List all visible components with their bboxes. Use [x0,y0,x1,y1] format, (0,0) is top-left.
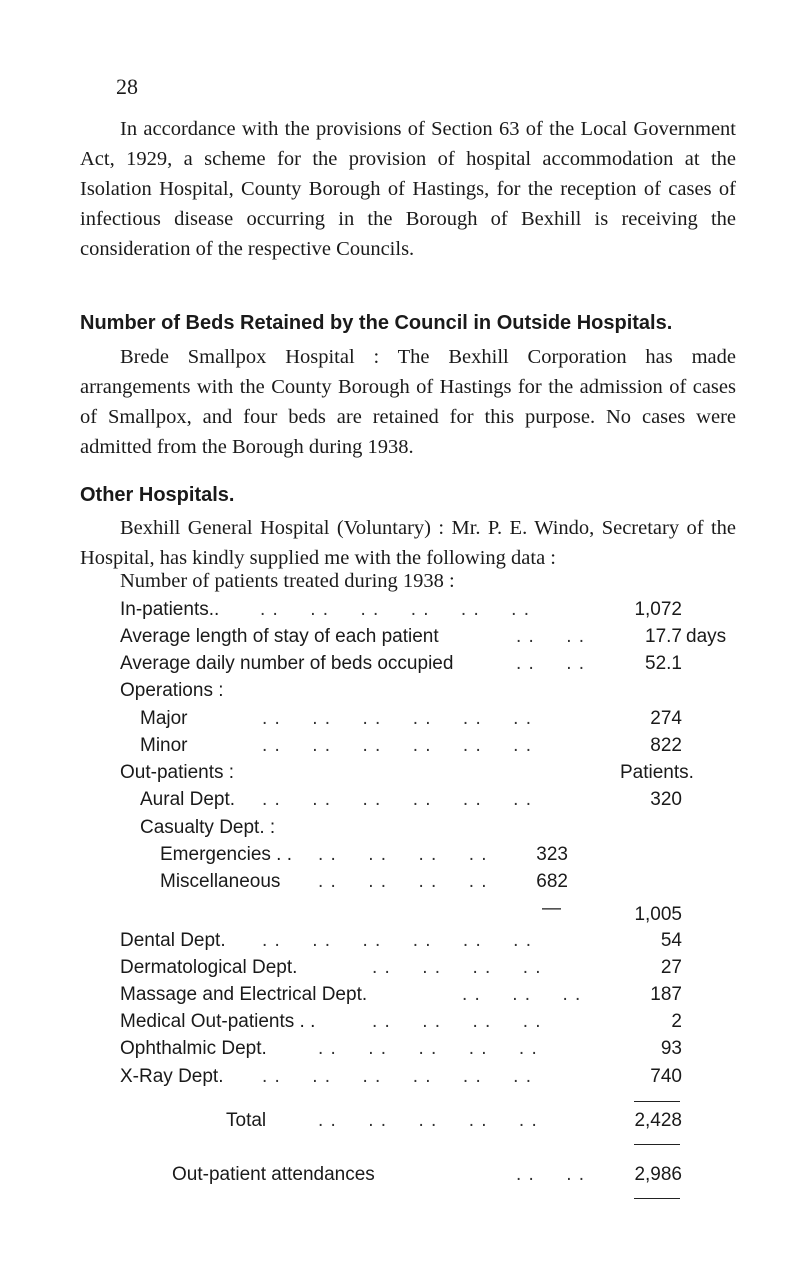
table-row [0,817,800,845]
row-label: Average daily number of beds occupied [120,653,454,674]
table-row [0,708,800,736]
row-value: 54 [660,930,682,951]
leader-dots: . . . . . . . . [372,957,542,978]
row-label: Out-patients : [120,762,235,783]
row-value: 1,005 [634,904,682,925]
page-number: 28 [116,74,138,99]
leader-dots: . . . . . . . . . . . . [260,599,530,620]
row-value: 320 [650,789,682,810]
leader-dots: . . . . . . . . [318,844,488,865]
table-intro: Number of patients treated during 1938 : [120,570,455,592]
row-label: X-Ray Dept. [120,1066,224,1087]
table-row [0,653,800,681]
row-label: Miscellaneous [160,871,281,892]
leader-dots: . . . . [516,1164,586,1185]
table-row [0,789,800,817]
row-label: Average length of stay of each patient [120,626,439,647]
table-row-total [0,1110,800,1138]
leader-dots: . . . . . . . . . . [318,1038,538,1059]
table-row [0,957,800,985]
row-label: Minor [140,735,188,756]
row-value: 274 [650,708,682,729]
row-label: Medical Out-patients . . [120,1011,316,1032]
heading-beds-retained: Number of Beds Retained by the Council in Outside Hospitals. [80,312,673,334]
row-value: 740 [650,1066,682,1087]
rule-below-total [634,1144,680,1145]
row-label: Ophthalmic Dept. [120,1038,267,1059]
leader-dots: . . . . . . . . . . . . [262,735,532,756]
row-value: 682 [536,871,568,892]
table-row [0,1011,800,1039]
table-row [0,1066,800,1094]
row-label: Emergencies . . [160,844,292,865]
row-value: 2 [671,1011,682,1032]
leader-dots: . . . . . . . . . . . . [262,1066,532,1087]
row-value: 822 [650,735,682,756]
leader-dots: . . . . . . [462,984,582,1005]
row-label: In-patients.. [120,599,220,620]
subtotal-dash: — [542,898,561,919]
row-label: Aural Dept. [140,789,236,810]
leader-dots: . . . . [516,653,586,674]
row-label: Massage and Electrical Dept. [120,984,368,1005]
row-label: Dental Dept. [120,930,226,951]
leader-dots: . . . . [516,626,586,647]
row-label: Major [140,708,188,729]
row-label: Dermatological Dept. [120,957,298,978]
row-value: 2,986 [634,1164,682,1185]
row-value: Patients. [620,762,694,783]
table-row [0,762,800,790]
row-label: Operations : [120,680,224,701]
row-value: 323 [536,844,568,865]
rule-below-attendances [634,1198,680,1199]
row-value: 1,072 [634,599,682,620]
row-value: 17.7 [645,626,682,647]
table-row [0,930,800,958]
paragraph-bexhill-general: Bexhill General Hospital (Voluntary) : Mr. P. E. Windo, Secretary of the Hospital, has kindly supplied me with the following data : [80,517,736,569]
row-value: 2,428 [634,1110,682,1131]
table-row [0,1038,800,1066]
row-label: Out-patient attendances [172,1164,375,1185]
row-unit: days [686,626,727,647]
row-value: 93 [660,1038,682,1059]
leader-dots: . . . . . . . . [372,1011,542,1032]
row-value: 27 [660,957,682,978]
row-value: 187 [650,984,682,1005]
paragraph-isolation-hospital: In accordance with the provisions of Section 63 of the Local Government Act, 1929, a scheme for the provision of hospital accommodation at the Isolation Hospital, County Borough of Hastings, for the reception of cases of infectious disease occurring in the Borough of Bexhill is receiving the consideration of the respective Councils. [80,118,736,260]
row-value: 52.1 [645,653,682,674]
leader-dots: . . . . . . . . . . . . [262,930,532,951]
table-row-attendances [0,1164,800,1192]
row-label: Total [226,1110,267,1131]
table-row [0,844,800,872]
row-label: Casualty Dept. : [140,817,276,838]
table-row [0,680,800,708]
table-row [0,626,800,654]
rule-above-total [634,1101,680,1102]
table-row [0,984,800,1012]
paragraph-smallpox-hospital: Brede Smallpox Hospital : The Bexhill Corporation has made arrangements with the County Borough of Hastings for the admission of cases of Smallpox, and four beds are retained for this purpose. No cases were admitted from the Borough during 1938. [80,346,736,458]
heading-other-hospitals: Other Hospitals. [80,484,235,506]
table-row [0,735,800,763]
leader-dots: . . . . . . . . . . . . [262,708,532,729]
table-row [0,898,800,926]
table-row [0,599,800,627]
table-row [0,871,800,899]
leader-dots: . . . . . . . . . . . . [262,789,532,810]
leader-dots: . . . . . . . . . . [318,1110,538,1131]
leader-dots: . . . . . . . . [318,871,488,892]
